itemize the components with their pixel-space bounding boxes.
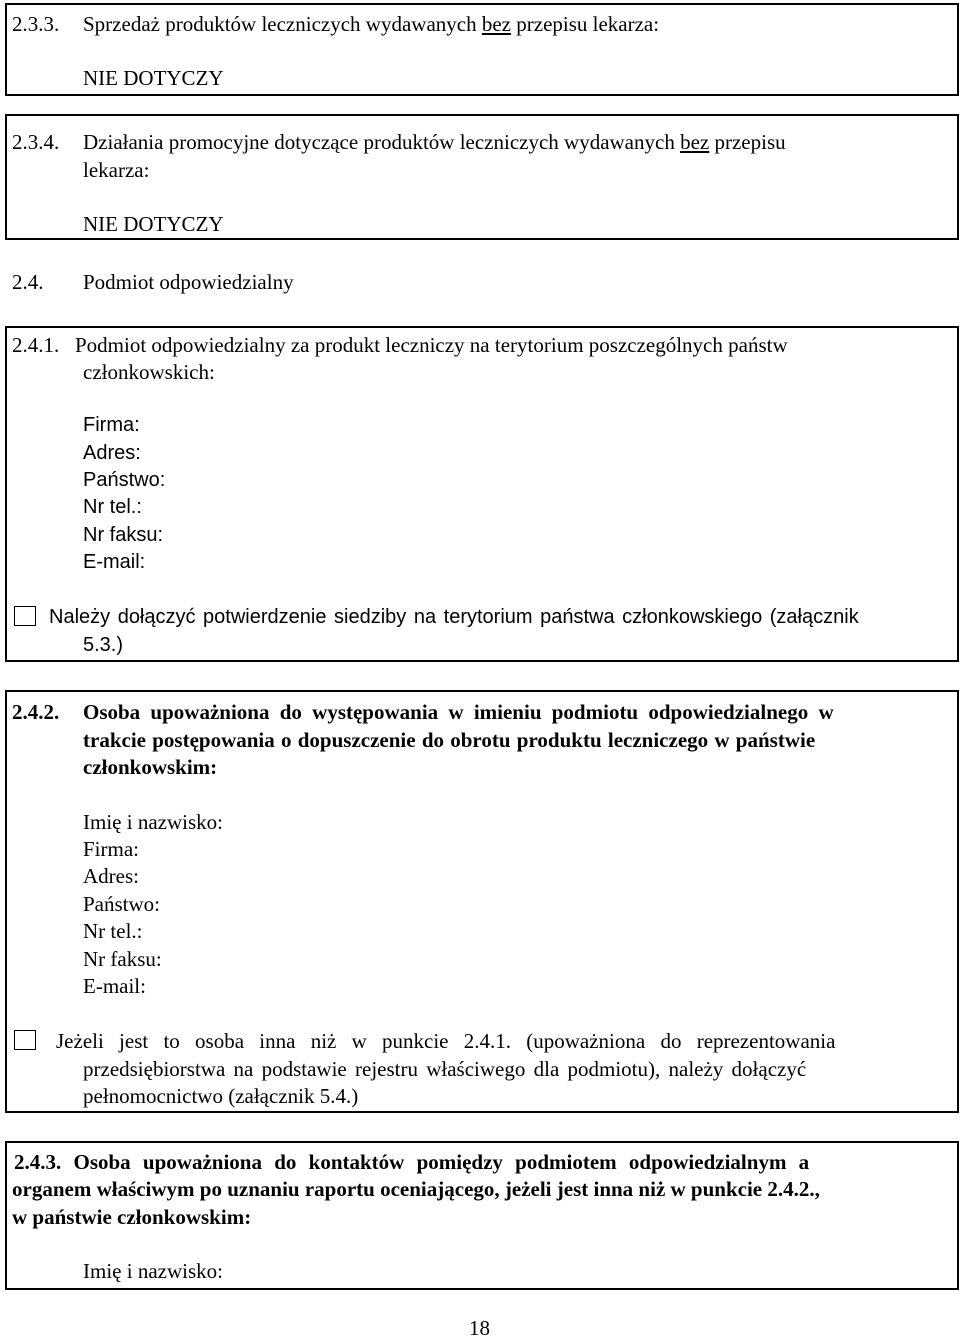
section-2-4-3-title-line2: organem właściwym po uznaniu raportu oceniającego, jeżeli jest inna niż w punkcie 2.4.2., [12,1177,820,1201]
field-adres: Adres: [83,442,141,464]
attachment-5-3-text-line2: 5.3.) [83,634,124,656]
field-adres-2: Adres: [83,864,139,888]
attachment-5-3-text-line1: Należy dołączyć potwierdzenie siedziby na terytorium państwa członkowskiego (załącznik [49,606,859,628]
field-imie-nazwisko-3: Imię i nazwisko: [83,1259,223,1283]
field-nr-tel: Nr tel.: [83,496,142,518]
field-firma: Firma: [83,414,140,436]
section-2-4-1-number: 2.4.1. [12,333,60,357]
power-of-attorney-text-line3: pełnomocnictwo (załącznik 5.4.) [83,1084,359,1108]
section-2-3-3-number: 2.3.3. [12,12,60,36]
section-2-4-2-title-line1: Osoba upoważniona do występowania w imieniu podmiotu odpowiedzialnego w [83,700,834,724]
section-2-4-1-title-line1: Podmiot odpowiedzialny za produkt leczniczy na terytorium poszczególnych państw [75,333,788,357]
section-2-4-3-title-line3: w państwie członkowskim: [12,1205,252,1229]
page-number: 18 [469,1316,490,1340]
section-2-3-4-title-line2: lekarza: [83,158,150,182]
section-2-4-2-title-line2: trakcie postępowania o dopuszczenie do obrotu produktu leczniczego w państwie [83,728,816,752]
section-2-4-number: 2.4. [12,270,44,294]
attachment-5-3-checkbox[interactable] [14,606,36,626]
field-imie-nazwisko: Imię i nazwisko: [83,810,223,834]
field-panstwo-2: Państwo: [83,892,161,916]
section-2-3-4-status: NIE DOTYCZY [83,212,224,236]
power-of-attorney-checkbox[interactable] [14,1030,36,1050]
field-firma-2: Firma: [83,837,139,861]
field-panstwo: Państwo: [83,469,166,491]
field-nr-faksu-2: Nr faksu: [83,947,162,971]
section-2-3-4-title: Działania promocyjne dotyczące produktów leczniczych wydawanych bez przepisu [83,130,786,154]
section-2-3-3-title: Sprzedaż produktów leczniczych wydawanych bez przepisu lekarza: [83,12,660,36]
section-2-4-title: Podmiot odpowiedzialny [83,270,294,294]
power-of-attorney-text-line1: Jeżeli jest to osoba inna niż w punkcie 2.4.1. (upoważniona do reprezentowania [56,1029,836,1053]
power-of-attorney-text-line2: przedsiębiorstwa na podstawie rejestru właściwego dla podmiotu), należy dołączyć [83,1057,807,1081]
field-email: E-mail: [83,551,146,573]
section-2-4-3-title-line1: 2.4.3. Osoba upoważniona do kontaktów pomiędzy podmiotem odpowiedzialnym a [14,1150,810,1174]
section-2-3-3-status: NIE DOTYCZY [83,66,224,90]
field-nr-tel-2: Nr tel.: [83,919,143,943]
section-2-4-1-title-line2: członkowskich: [83,360,215,384]
field-email-2: E-mail: [83,974,146,998]
section-2-4-2-title-line3: członkowskim: [83,755,218,779]
field-nr-faksu: Nr faksu: [83,524,164,546]
section-2-3-4-number: 2.3.4. [12,130,60,154]
section-2-4-2-number: 2.4.2. [12,700,60,724]
